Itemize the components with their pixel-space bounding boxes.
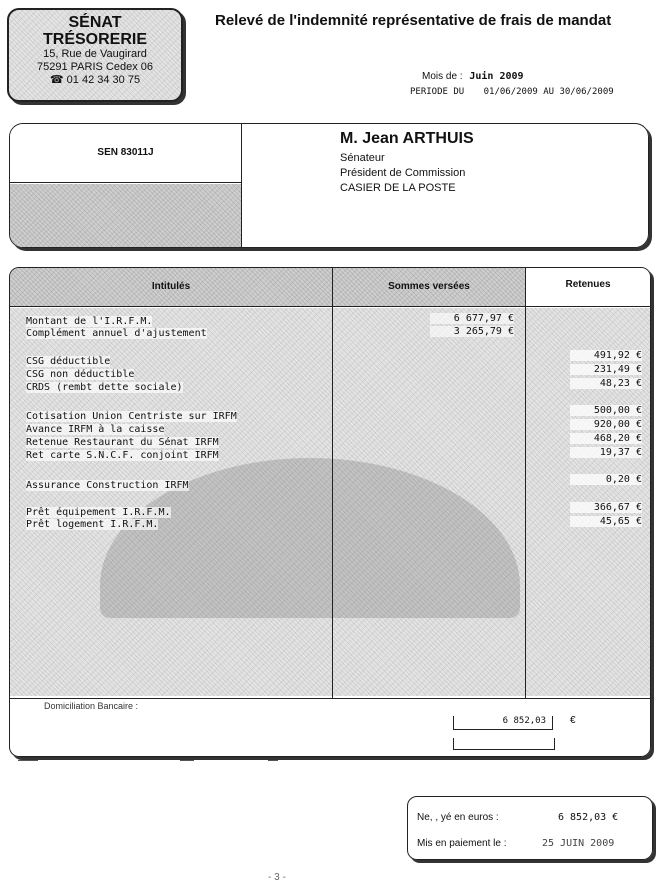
- senat-name: SÉNAT: [68, 14, 122, 31]
- scan-artifact: [268, 760, 278, 761]
- header-intitules: Intitulés: [10, 268, 333, 307]
- row-label: Retenue Restaurant du Sénat IRFM: [26, 437, 219, 448]
- row-retenue: 45,65 €: [570, 516, 642, 527]
- row-retenue: 366,67 €: [570, 502, 642, 513]
- total-currency: €: [570, 715, 576, 726]
- senat-phone-line: [9, 74, 181, 87]
- person-address: CASIER DE LA POSTE: [340, 182, 456, 194]
- row-label: CSG déductible: [26, 356, 111, 367]
- net-label: Ne, , yé en euros :: [417, 812, 499, 823]
- net-value: 6 852,03 €: [558, 812, 619, 823]
- identity-details: [340, 130, 474, 196]
- senat-phone: 01 42 34 30 75: [66, 74, 141, 86]
- page-number: - 3 -: [268, 872, 286, 883]
- person-title: Sénateur: [340, 152, 385, 164]
- senat-tresorerie-box: [7, 8, 183, 102]
- domiciliation-label: Domiciliation Bancaire :: [44, 701, 139, 711]
- identity-left-panel: [10, 124, 242, 247]
- row-label: CRDS (rembt dette sociale): [26, 382, 183, 393]
- periode-value: 01/06/2009 AU 30/06/2009: [483, 87, 614, 97]
- periode-row: [410, 87, 614, 103]
- row-retenue: 468,20 €: [570, 433, 642, 444]
- row-retenue: 491,92 €: [570, 350, 642, 361]
- row-label: Assurance Construction IRFM: [26, 480, 189, 491]
- row-retenue: 500,00 €: [570, 405, 642, 416]
- row-label: Montant de l'I.R.F.M.: [26, 316, 153, 327]
- date-value: 25 JUIN 2009: [542, 838, 615, 849]
- document-title: Relevé de l'indemnité représentative de frais de mandat: [215, 12, 612, 29]
- scan-artifact: [180, 760, 194, 761]
- header-retenues: Retenues: [526, 268, 650, 307]
- senator-id: SEN 83011J: [10, 124, 241, 183]
- mois-value: Juin 2009: [469, 71, 524, 82]
- identity-box: [9, 123, 649, 248]
- shaded-area: [10, 184, 241, 247]
- row-retenue: 48,23 €: [570, 378, 642, 389]
- column-divider: [332, 306, 333, 698]
- row-label: CSG non déductible: [26, 369, 135, 380]
- total-amount: 6 852,03: [453, 716, 553, 730]
- row-label: Cotisation Union Centriste sur IRFM: [26, 411, 237, 422]
- person-name: M. Jean ARTHUIS: [340, 130, 474, 147]
- scan-artifact: [18, 760, 38, 761]
- row-versee: 3 265,79 €: [430, 326, 514, 337]
- row-retenue: 231,49 €: [570, 364, 642, 375]
- row-label: Complément annuel d'ajustement: [26, 328, 207, 339]
- row-versee: 6 677,97 €: [430, 313, 514, 324]
- phone-icon: ☎: [49, 74, 64, 86]
- row-label: Avance IRFM à la caisse: [26, 424, 165, 435]
- row-label: Prêt équipement I.R.F.M.: [26, 507, 171, 518]
- period-block: [410, 71, 614, 103]
- row-label: Prêt logement I.R.F.M.: [26, 519, 159, 530]
- periode-label: PERIODE DU: [410, 87, 465, 97]
- net-payment-box: [407, 796, 653, 860]
- mois-row: [410, 71, 614, 87]
- row-label: Ret carte S.N.C.F. conjoint IRFM: [26, 450, 219, 461]
- header-sommes-versees: Sommes versées: [333, 268, 526, 307]
- senat-dept: TRÉSORERIE: [42, 31, 147, 48]
- column-divider: [525, 306, 526, 698]
- person-function: Président de Commission: [340, 167, 466, 179]
- mois-label: Mois de :: [422, 71, 463, 82]
- senat-street: 15, Rue de Vaugirard: [43, 48, 147, 60]
- row-retenue: 19,37 €: [570, 447, 642, 458]
- row-retenue: 0,20 €: [570, 474, 642, 485]
- row-retenue: 920,00 €: [570, 419, 642, 430]
- empty-bracket: [453, 738, 555, 750]
- table-bottom-rule: [10, 698, 650, 699]
- date-label: Mis en paiement le :: [417, 838, 507, 849]
- frais-table: [9, 267, 651, 757]
- senat-city: 75291 PARIS Cedex 06: [37, 61, 153, 73]
